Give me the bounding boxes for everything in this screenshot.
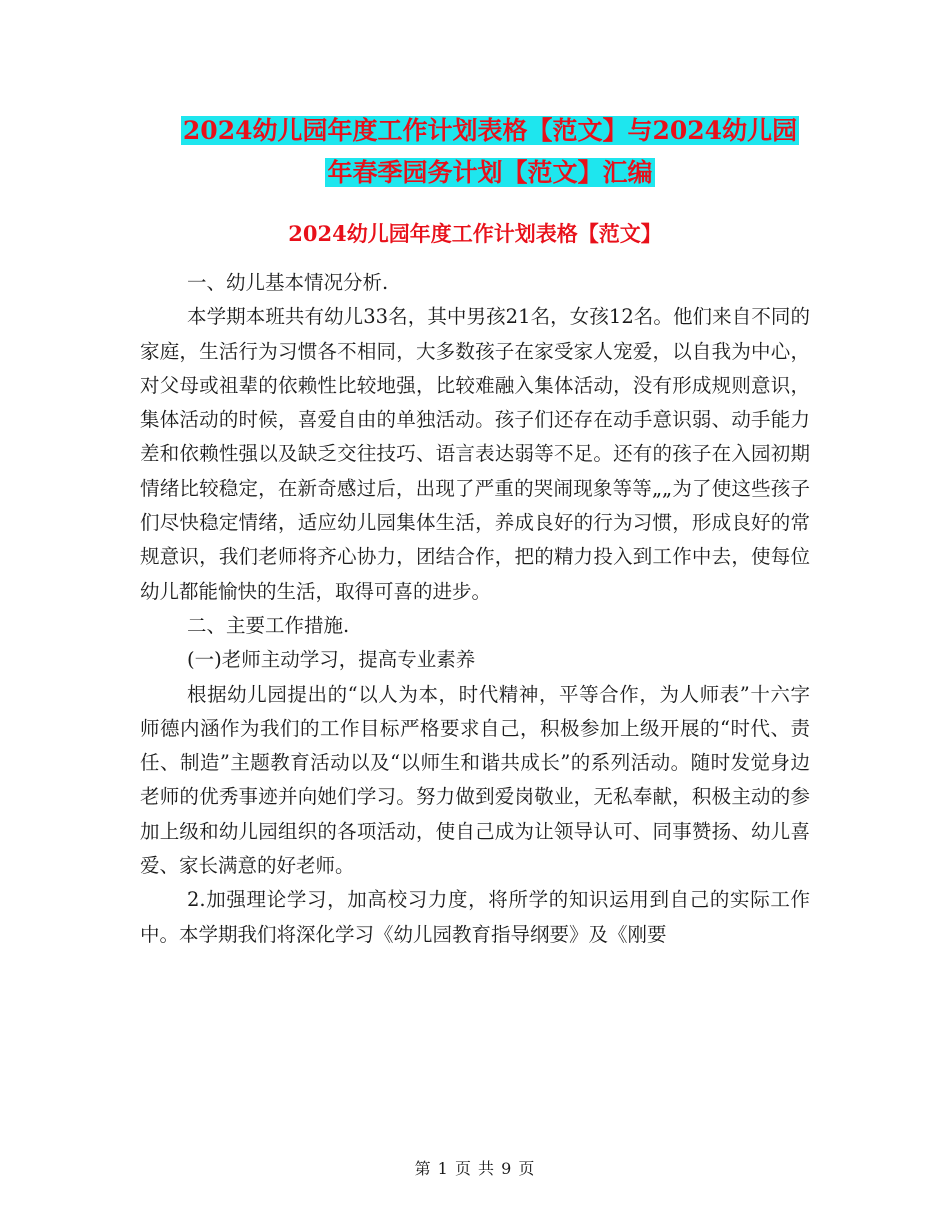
paragraph-3: 2.加强理论学习，加高校习力度，将所学的知识运用到自己的实际工作中。本学期我们将深化学习《幼儿园教育指导纲要》及《刚要 bbox=[140, 888, 810, 946]
section-2-heading: 二、主要工作措施. bbox=[187, 613, 350, 637]
title-line-1: 2024幼儿园年度工作计划表格【范文】与2024幼儿园 bbox=[182, 116, 798, 145]
document-body bbox=[140, 266, 810, 952]
section-title: 2024幼儿园年度工作计划表格【范文】 bbox=[288, 221, 662, 246]
document-title bbox=[140, 110, 840, 194]
page-number: 第 1 页 共 9 页 bbox=[414, 1159, 536, 1178]
title-line-2: 年春季园务计划【范文】汇编 bbox=[327, 158, 653, 187]
subsection-1-heading: (一)老师主动学习，提高专业素养 bbox=[187, 648, 476, 672]
section-1-heading: 一、幼儿基本情况分析. bbox=[187, 271, 389, 294]
paragraph-2: 根据幼儿园提出的“以人为本，时代精神，平等合作，为人师表”十六字师德内涵作为我们的工作目标严格要求自己，积极参加上级开展的“时代、责任、制造”主题教育活动以及“以师生和谐共成长”的系列活动。随时发觉身边老师的优秀事迹并向她们学习。努力做到爱岗敬业，无私奉献，积极主动的参加上级和幼儿园组织的各项活动，使自己成为让领导认可、同事赞扬、幼儿喜爱、家长满意的好老师。 bbox=[140, 682, 810, 878]
paragraph-1: 本学期本班共有幼儿33名，其中男孩21名，女孩12名。他们来自不同的家庭，生活行为习惯各不相同，大多数孩子在家受家人宠爱，以自我为中心，对父母或祖辈的依赖性比较地强，比较难融入集体活动，没有形成规则意识，集体活动的时候，喜爱自由的单独活动。孩子们还存在动手意识弱、动手能力差和依赖性强以及缺乏交往技巧、语言表达弱等不足。还有的孩子在入园初期情绪比较稳定，在新奇感过后，出现了严重的哭闹现象等等„„为了使这些孩子们尽快稳定情绪，适应幼儿园集体生活，养成良好的行为习惯，形成良好的常规意识，我们老师将齐心协力，团结合作，把的精力投入到工作中去，使每位幼儿都能愉快的生活，取得可喜的进步。 bbox=[140, 305, 810, 603]
